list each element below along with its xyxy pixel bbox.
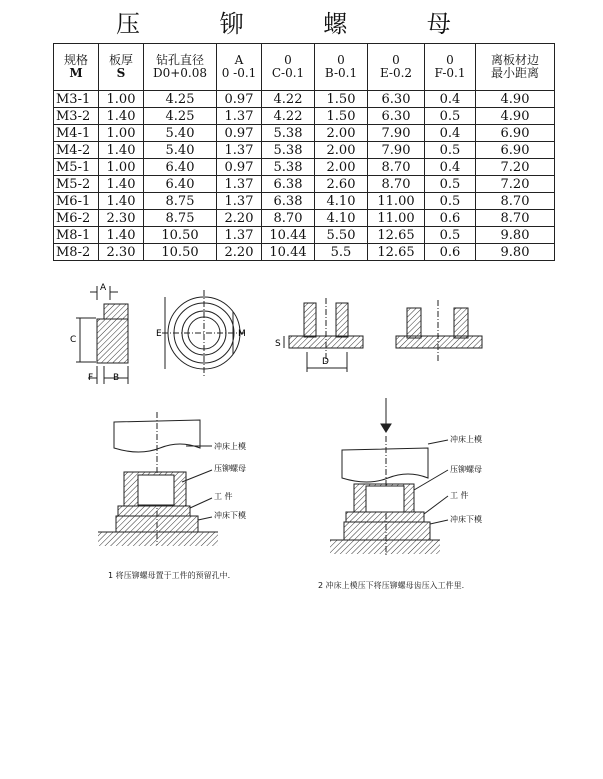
step2-caption: 2 冲床上模压下将压铆螺母齿压入工件里. — [318, 581, 465, 590]
table-cell: 8.70 — [368, 176, 425, 193]
column-header-line1: 0 — [392, 53, 400, 67]
table-cell: 4.25 — [144, 108, 217, 125]
table-cell: 1.37 — [217, 108, 262, 125]
dim-label-d: D — [322, 357, 329, 367]
step1-drawing — [98, 412, 218, 546]
table-cell: 2.60 — [315, 176, 368, 193]
table-cell: 0.4 — [425, 125, 476, 142]
installed-section-drawing — [284, 298, 363, 372]
top-view-drawing — [162, 290, 246, 376]
table-row — [54, 125, 555, 142]
table-cell: M3-1 — [54, 91, 99, 108]
column-header-1 — [99, 44, 144, 91]
table-cell: 11.00 — [368, 210, 425, 227]
column-header-line1: A — [234, 53, 244, 67]
table-cell: 9.80 — [476, 227, 555, 244]
table-cell: 2.00 — [315, 125, 368, 142]
table-cell: 2.20 — [217, 210, 262, 227]
dim-label-b: B — [113, 373, 120, 383]
step1-caption: 1 将压铆螺母置于工件的预留孔中. — [108, 571, 231, 580]
column-header-line1: 规格 — [63, 53, 88, 67]
table-row — [54, 227, 555, 244]
table-cell: 4.22 — [262, 91, 315, 108]
table-row — [54, 244, 555, 261]
table-cell: M4-2 — [54, 142, 99, 159]
table-cell: 8.70 — [476, 193, 555, 210]
step2-upper-die-label: 冲床上模 — [450, 435, 482, 444]
table-cell: 1.00 — [99, 125, 144, 142]
table-cell: 2.00 — [315, 142, 368, 159]
table-cell: 0.6 — [425, 244, 476, 261]
dim-label-a: A — [100, 283, 107, 293]
table-cell: 11.00 — [368, 193, 425, 210]
table-cell: 10.50 — [144, 244, 217, 261]
table-cell: 0.6 — [425, 210, 476, 227]
table-cell: 4.90 — [476, 108, 555, 125]
column-header-line1: 0 — [337, 53, 345, 67]
table-cell: 12.65 — [368, 244, 425, 261]
column-header-line2: E-0.2 — [379, 66, 413, 80]
table-cell: 1.00 — [99, 91, 144, 108]
column-header-line2: F-0.1 — [434, 66, 466, 80]
table-cell: 6.90 — [476, 142, 555, 159]
table-cell: 5.40 — [144, 142, 217, 159]
column-header-line1: 离板材边 — [490, 53, 539, 67]
table-cell: 4.22 — [262, 108, 315, 125]
table-row — [54, 210, 555, 227]
table-body — [54, 91, 555, 261]
table-cell: 6.30 — [368, 91, 425, 108]
table-cell: 5.40 — [144, 125, 217, 142]
table-cell: 2.30 — [99, 244, 144, 261]
table-cell: 1.40 — [99, 193, 144, 210]
dim-label-f: F — [88, 373, 94, 383]
table-cell: 0.4 — [425, 159, 476, 176]
column-header-3 — [217, 44, 262, 91]
table-cell: M8-1 — [54, 227, 99, 244]
table-cell: 8.70 — [368, 159, 425, 176]
table-cell: 10.50 — [144, 227, 217, 244]
table-row — [54, 142, 555, 159]
table-cell: 0.5 — [425, 227, 476, 244]
table-cell: 8.70 — [262, 210, 315, 227]
table-cell: 1.40 — [99, 227, 144, 244]
dim-label-m: M — [238, 329, 246, 339]
table-cell: M5-1 — [54, 159, 99, 176]
column-header-4 — [262, 44, 315, 91]
step1-upper-die-label: 冲床上模 — [214, 442, 246, 451]
table-cell: 0.5 — [425, 193, 476, 210]
table-cell: 0.5 — [425, 108, 476, 125]
table-cell: 7.90 — [368, 142, 425, 159]
table-cell: 5.50 — [315, 227, 368, 244]
table-cell: 1.37 — [217, 227, 262, 244]
column-header-line2: S — [116, 66, 126, 80]
column-header-line1: 0 — [446, 53, 454, 67]
column-header-line1: 0 — [284, 53, 292, 67]
table-cell: 1.40 — [99, 176, 144, 193]
table-cell: 6.40 — [144, 176, 217, 193]
column-header-line2: 0 -0.1 — [221, 66, 257, 80]
step2-drawing — [330, 398, 448, 555]
table-row — [54, 176, 555, 193]
table-cell: 7.20 — [476, 159, 555, 176]
table-cell: 6.90 — [476, 125, 555, 142]
table-cell: 6.38 — [262, 176, 315, 193]
column-header-line2: C-0.1 — [271, 66, 305, 80]
column-header-2 — [144, 44, 217, 91]
table-cell: M6-1 — [54, 193, 99, 210]
table-row — [54, 159, 555, 176]
step1-nut-label: 压铆螺母 — [214, 464, 246, 473]
table-cell: 5.38 — [262, 142, 315, 159]
column-header-0 — [54, 44, 99, 91]
table-cell: 7.90 — [368, 125, 425, 142]
table-row — [54, 193, 555, 210]
column-header-line2: B-0.1 — [324, 66, 358, 80]
page-title: 压 铆 螺 母 — [116, 10, 487, 38]
table-cell: 1.50 — [315, 108, 368, 125]
table-cell: 1.50 — [315, 91, 368, 108]
column-header-5 — [315, 44, 368, 91]
column-header-line2: M — [69, 66, 83, 80]
table-cell: M5-2 — [54, 176, 99, 193]
table-cell: 1.37 — [217, 176, 262, 193]
table-cell: 5.38 — [262, 125, 315, 142]
table-cell: M8-2 — [54, 244, 99, 261]
table-cell: 2.30 — [99, 210, 144, 227]
table-cell: 5.38 — [262, 159, 315, 176]
column-header-line1: 板厚 — [108, 53, 133, 67]
table-cell: 5.5 — [315, 244, 368, 261]
pressed-section-drawing — [396, 300, 482, 362]
table-cell: 2.00 — [315, 159, 368, 176]
column-header-line1: 钻孔直径 — [155, 53, 204, 67]
dim-label-e: E — [156, 329, 162, 339]
column-header-line2: 最小距离 — [490, 66, 539, 80]
table-cell: 8.75 — [144, 193, 217, 210]
table-cell: 4.25 — [144, 91, 217, 108]
spec-table — [53, 43, 555, 261]
table-cell: 0.5 — [425, 142, 476, 159]
table-cell: 1.40 — [99, 108, 144, 125]
table-cell: M4-1 — [54, 125, 99, 142]
table-cell: 0.4 — [425, 91, 476, 108]
table-cell: M3-2 — [54, 108, 99, 125]
table-cell: M6-2 — [54, 210, 99, 227]
dim-label-c: C — [70, 335, 77, 345]
table-cell: 0.97 — [217, 159, 262, 176]
table-cell: 1.37 — [217, 142, 262, 159]
side-section-drawing — [76, 286, 128, 384]
column-header-8 — [476, 44, 555, 91]
table-cell: 7.20 — [476, 176, 555, 193]
table-cell: 6.38 — [262, 193, 315, 210]
table-cell: 0.97 — [217, 91, 262, 108]
table-cell: 10.44 — [262, 227, 315, 244]
table-cell: 4.90 — [476, 91, 555, 108]
table-cell: 10.44 — [262, 244, 315, 261]
table-cell: 0.97 — [217, 125, 262, 142]
column-header-6 — [368, 44, 425, 91]
table-cell: 1.00 — [99, 159, 144, 176]
table-row — [54, 91, 555, 108]
step2-nut-label: 压铆螺母 — [450, 465, 482, 474]
column-header-7 — [425, 44, 476, 91]
table-cell: 0.5 — [425, 176, 476, 193]
table-cell: 2.20 — [217, 244, 262, 261]
step1-lower-die-label: 冲床下模 — [214, 511, 246, 520]
table-cell: 1.40 — [99, 142, 144, 159]
step2-lower-die-label: 冲床下模 — [450, 515, 482, 524]
table-cell: 8.70 — [476, 210, 555, 227]
table-cell: 6.30 — [368, 108, 425, 125]
table-cell: 8.75 — [144, 210, 217, 227]
table-row — [54, 108, 555, 125]
step2-workpiece-label: 工 件 — [450, 491, 469, 500]
table-cell: 4.10 — [315, 210, 368, 227]
table-cell: 4.10 — [315, 193, 368, 210]
table-cell: 1.37 — [217, 193, 262, 210]
table-cell: 9.80 — [476, 244, 555, 261]
table-cell: 6.40 — [144, 159, 217, 176]
step1-workpiece-label: 工 件 — [214, 492, 233, 501]
table-header-row — [54, 44, 555, 91]
column-header-line2: D0+0.08 — [152, 66, 208, 80]
table-cell: 12.65 — [368, 227, 425, 244]
dim-label-s: S — [275, 339, 281, 349]
